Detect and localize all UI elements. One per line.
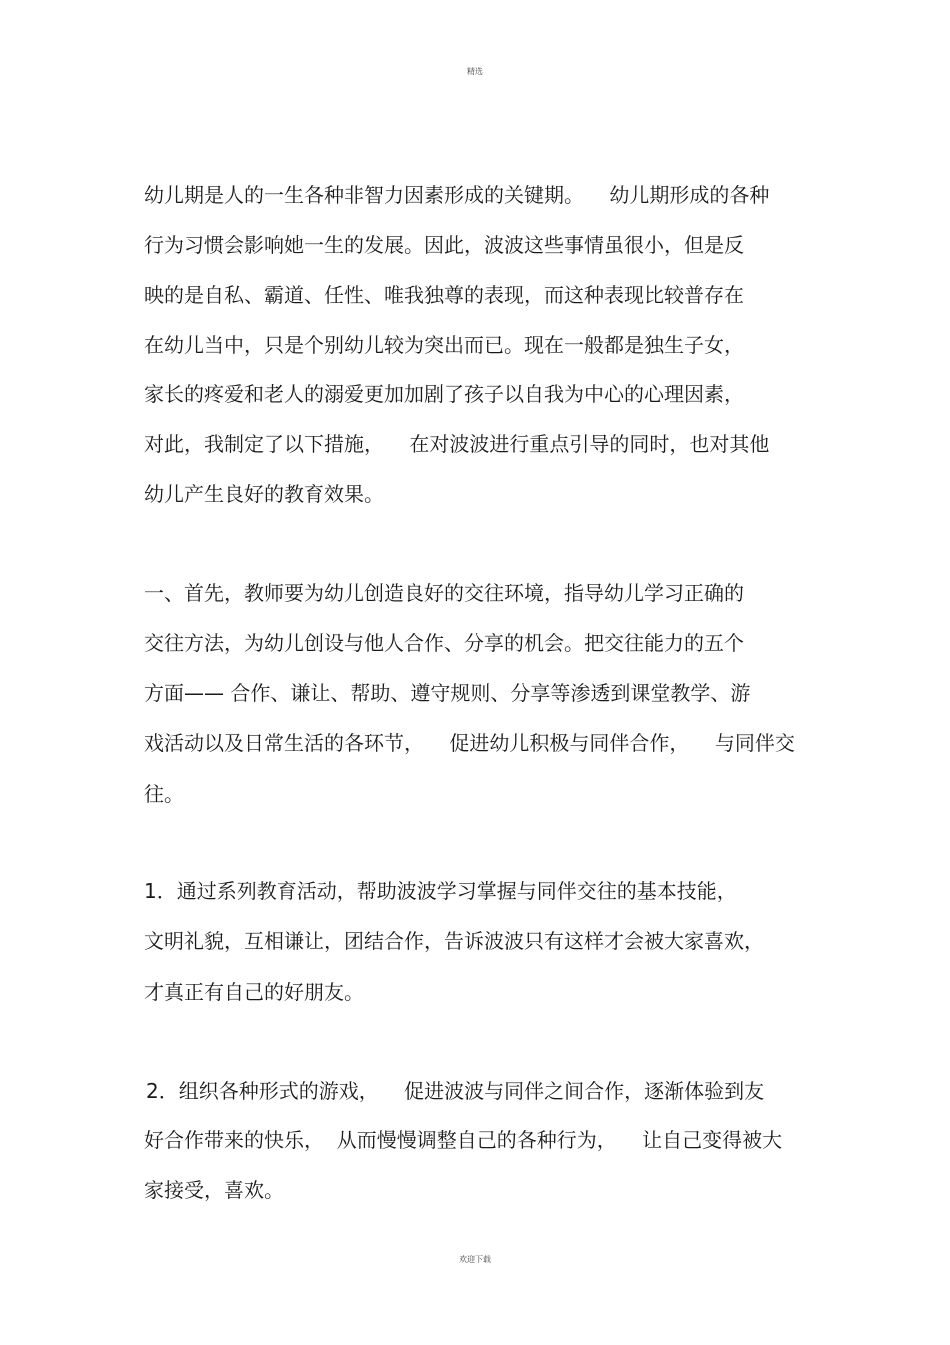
text-line: 才真正有自己的好朋友。 xyxy=(144,980,364,1004)
text-line: 一、首先，教师要为幼儿创造良好的交往环境，指导幼儿学习正确的 xyxy=(144,581,744,605)
page-footer-mark: 欢迎下载 xyxy=(459,1255,491,1264)
text-line: 幼儿期是人的一生各种非智力因素形成的关键期。 幼儿期形成的各种 xyxy=(144,183,770,207)
text-line: 1．通过系列教育活动，帮助波波学习掌握与同伴交往的基本技能， xyxy=(144,879,737,903)
text-line: 幼儿产生良好的教育效果。 xyxy=(144,482,384,506)
text-line: 戏活动以及日常生活的各环节， 促进幼儿积极与同伴合作， 与同伴交 xyxy=(144,731,795,755)
text-line: 文明礼貌，互相谦让，团结合作，告诉波波只有这样才会被大家喜欢， xyxy=(144,929,764,953)
text-line: 行为习惯会影响她一生的发展。因此，波波这些事情虽很小，但是反 xyxy=(144,233,744,257)
text-line: 好合作带来的快乐， 从而慢慢调整自己的各种行为， 让自己变得被大 xyxy=(144,1128,783,1152)
page-header-mark: 精选 xyxy=(467,67,483,76)
text-line: 方面—— 合作、谦让、帮助、遵守规则、分享等渗透到课堂教学、游 xyxy=(144,681,751,705)
text-line: 家长的疼爱和老人的溺爱更加加剧了孩子以自我为中心的心理因素， xyxy=(144,382,744,406)
text-line: 映的是自私、霸道、任性、唯我独尊的表现，而这种表现比较普存在 xyxy=(144,283,744,307)
text-line: 交往方法，为幼儿创设与他人合作、分享的机会。把交往能力的五个 xyxy=(144,631,744,655)
text-line: 往。 xyxy=(144,782,184,806)
text-line: 2．组织各种形式的游戏， 促进波波与同伴之间合作，逐渐体验到友 xyxy=(146,1079,765,1103)
text-line: 对此，我制定了以下措施， 在对波波进行重点引导的同时，也对其他 xyxy=(144,432,770,456)
text-line: 在幼儿当中，只是个别幼儿较为突出而已。现在一般都是独生子女， xyxy=(144,333,744,357)
text-line: 家接受，喜欢。 xyxy=(144,1178,284,1202)
